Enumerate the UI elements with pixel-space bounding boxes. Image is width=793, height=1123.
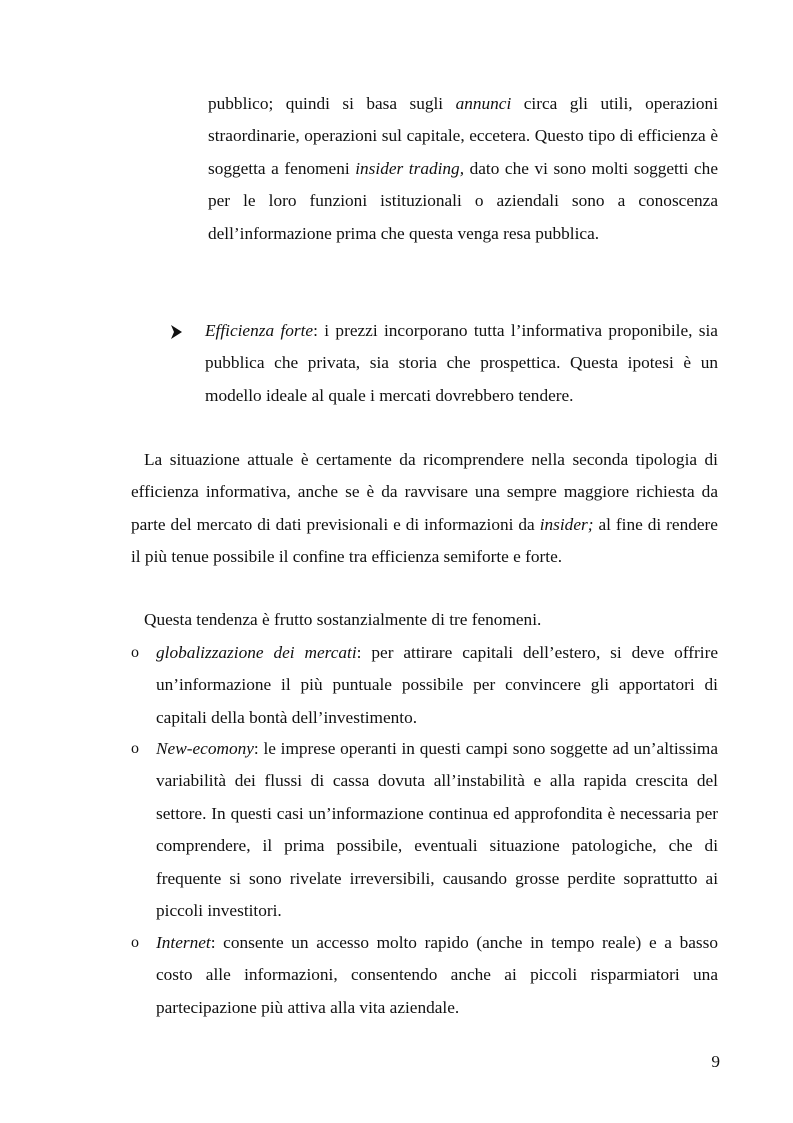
term-efficienza-forte: Efficienza forte xyxy=(205,321,314,340)
text-run: pubblico; quindi si basa sugli xyxy=(208,94,456,113)
list-item-globalization xyxy=(156,637,718,734)
text-run: al fine di rendere il più tenue possibile il confine tra efficienza semiforte e forte. xyxy=(131,514,718,567)
list-item-term: Internet xyxy=(156,933,211,952)
text-run: circa gli utili, operazioni straordinarie, operazioni sul capitale, eccetera. Questo tipo di efficienza è soggetta a fenomeni xyxy=(208,94,718,178)
text-run: La situazione attuale è certamente da ricomprendere nella seconda tipologia di efficienza informativa, anche se è da ravvisare una sempre maggiore richiesta da parte del mercato di dati previsionali e di informazioni da xyxy=(131,450,718,534)
trend-intro: Questa tendenza è frutto sostanzialmente di tre fenomeni. xyxy=(144,610,542,629)
page-number: 9 xyxy=(711,1052,720,1071)
list-item-internet xyxy=(156,927,718,1024)
list-item-text: : per attirare capitali dell’estero, si deve offrire un’informazione il più puntuale possibile per convincere gli apportatori di capitali della bontà dell’investimento. xyxy=(156,643,719,727)
text-run: : i prezzi incorporano tutta l’informativa proponibile, sia pubblica che privata, sia storia che prospettica. Questa ipotesi è un modello ideale al quale i mercati dovrebbero tendere. xyxy=(205,321,718,405)
continuation-paragraph xyxy=(208,88,718,250)
main-paragraph xyxy=(131,444,718,574)
list-bullet-marker: o xyxy=(131,934,139,951)
list-item-text: : le imprese operanti in questi campi sono soggette ad un’altissima variabilità dei flussi di cassa dovuta all’instabilità e alla rapida crescita del settore. In questi casi un’informazione continua ed approfondita è necessaria per comprendere, il prima possibile, eventuali situazione patologiche, che di frequente si sono rivelate irreversibili, causando grosse perdite soprattutto ai piccoli investitori. xyxy=(156,739,718,921)
emphasis-annunci: annunci xyxy=(455,94,512,113)
list-item-text: : consente un accesso molto rapido (anche in tempo reale) e a basso costo alle informazioni, consentendo anche ai piccoli risparmiatori una partecipazione più attiva alla vita aziendale. xyxy=(156,933,718,1017)
text-run: dato che vi sono molti soggetti che per le loro funzioni istituzionali o aziendali sono a conoscenza dell’informazione prima che questa venga resa pubblica. xyxy=(208,158,718,243)
arrow-bullet-icon xyxy=(168,316,186,348)
emphasis-insider: insider; xyxy=(539,514,594,534)
list-item-term: globalizzazione dei mercati xyxy=(156,643,357,662)
list-bullet-marker: o xyxy=(131,740,139,757)
list-bullet-marker: o xyxy=(131,644,139,661)
list-item-new-economy xyxy=(156,733,718,927)
list-item-term: New-ecomony xyxy=(156,739,254,758)
strong-efficiency-item xyxy=(205,315,718,412)
emphasis-insider-trading: insider trading, xyxy=(355,158,465,178)
